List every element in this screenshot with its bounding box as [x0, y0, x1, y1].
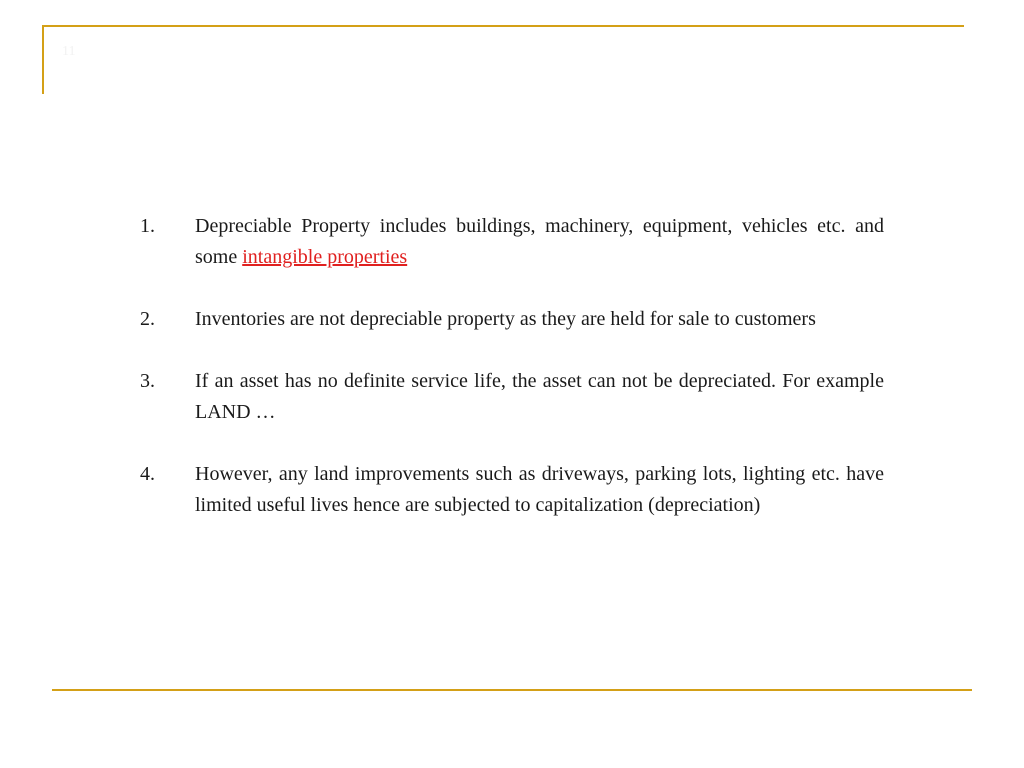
list-item-body: Depreciable Property includes buildings, machinery, equipment, vehicles etc. and some	[195, 215, 884, 268]
list-item-number: 1.	[140, 215, 155, 237]
list-item-text: If an asset has no definite service life, the asset can not be depreciated. For example LAND …	[195, 370, 884, 423]
list-item-text	[195, 211, 884, 273]
slide-number: 11	[62, 44, 76, 59]
left-border-line	[42, 25, 44, 94]
list-item-number: 3.	[140, 370, 155, 392]
list-item-text: However, any land improvements such as driveways, parking lots, lighting etc. have limited useful lives hence are subjected to capitalization (depreciation)	[195, 463, 884, 516]
list-item	[140, 304, 884, 335]
list-item-text: Inventories are not depreciable property as they are held for sale to customers	[195, 308, 816, 330]
list-item-number: 4.	[140, 463, 155, 485]
list-item	[140, 366, 884, 428]
list-item	[140, 211, 884, 273]
list-item	[140, 459, 884, 521]
list-item-number: 2.	[140, 308, 155, 330]
numbered-list	[140, 211, 884, 521]
bottom-border-line	[52, 689, 972, 691]
intangible-properties-link[interactable]: intangible properties	[242, 246, 408, 268]
top-border-line	[42, 25, 964, 27]
